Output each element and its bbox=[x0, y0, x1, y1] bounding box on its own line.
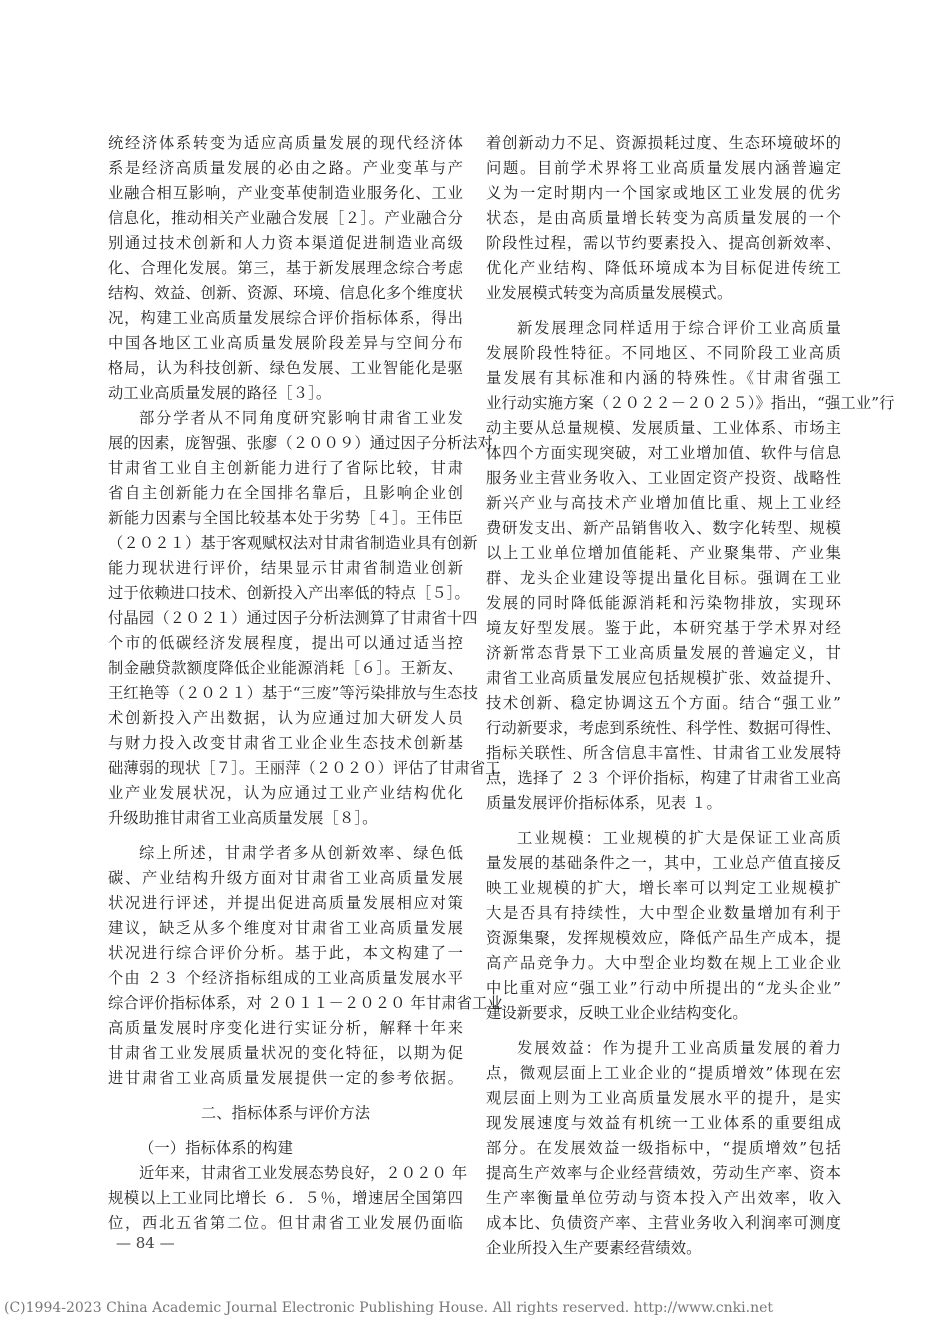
left-column-line: 能力现状进行评价，结果显示甘肃省制造业创新 bbox=[108, 559, 463, 577]
right-column-line: 量发展的基础条件之一，其中，工业总产值直接反 bbox=[486, 854, 841, 872]
right-column-line: 发展阶段性特征。不同地区、不同阶段工业高质 bbox=[486, 344, 841, 362]
left-column-line: 制金融贷款额度降低企业能源消耗［６］。王新友、 bbox=[108, 659, 463, 677]
left-column-line: 信息化，推动相关产业融合发展［２］。产业融合分 bbox=[108, 209, 463, 227]
left-column-line: （一）指标体系的构建 bbox=[139, 1139, 293, 1157]
left-column bbox=[108, 131, 503, 1236]
right-column-line: 新兴产业与高技术产业增加值比重、规上工业经 bbox=[486, 494, 841, 512]
right-column-line: 优化产业结构、降低环境成本为目标促进传统工 bbox=[486, 259, 841, 277]
right-column-line: 提高生产效率与企业经营绩效，劳动生产率、资本 bbox=[486, 1164, 841, 1182]
right-column-line: 行动新要求，考虑到系统性、科学性、数据可得性、 bbox=[486, 719, 841, 737]
left-column-line: 省自主创新能力在全国排名靠后，且影响企业创 bbox=[108, 484, 463, 502]
left-column-line: 系是经济高质量发展的必由之路。产业变革与产 bbox=[108, 159, 463, 177]
left-column-line: 业产业发展状况，认为应通过工业产业结构优化 bbox=[108, 784, 463, 802]
left-column-line: 甘肃省工业自主创新能力进行了省际比较，甘肃 bbox=[108, 459, 463, 477]
left-column-line: 动工业高质量发展的路径［３］。 bbox=[108, 384, 332, 402]
left-column-line: 王红艳等（２０２１）基于“三废”等污染排放与生态技 bbox=[108, 684, 478, 702]
right-column-line: 以上工业单位增加值能耗、产业聚集带、产业集 bbox=[486, 544, 841, 562]
page-number: — 84 — bbox=[116, 1234, 175, 1252]
left-column-line: 升级助推甘肃省工业高质量发展［８］。 bbox=[108, 809, 378, 827]
right-column-line: 费研发支出、新产品销售收入、数字化转型、规模 bbox=[486, 519, 841, 537]
left-column-line: 综上所述，甘肃学者多从创新效率、绿色低 bbox=[139, 844, 463, 862]
right-column-line: 建设新要求，反映工业企业结构变化。 bbox=[486, 1004, 748, 1022]
right-column-line: 点，选择了 ２３ 个评价指标，构建了甘肃省工业高 bbox=[486, 769, 841, 787]
right-column-line: 点，微观层面上工业企业的“提质增效”体现在宏 bbox=[486, 1064, 841, 1082]
left-column-line: 与财力投入改变甘肃省工业企业生态技术创新基 bbox=[108, 734, 463, 752]
left-column-line: 付晶园（２０２１）通过因子分析法测算了甘肃省十四 bbox=[108, 609, 478, 627]
right-column bbox=[486, 131, 895, 1261]
right-column-line: 技术创新、稳定协调这五个方面。结合“强工业” bbox=[486, 694, 841, 712]
left-column-line: 位，西北五省第二位。但甘肃省工业发展仍面临 bbox=[108, 1214, 463, 1232]
right-column-line: 济新常态背景下工业高质量发展的普遍定义，甘 bbox=[486, 644, 841, 662]
left-column-line: 建议，缺乏从多个维度对甘肃省工业高质量发展 bbox=[108, 919, 463, 937]
left-column-line: 化、合理化发展。第三，基于新发展理念综合考虑 bbox=[108, 259, 463, 277]
right-column-line: 质量发展评价指标体系，见表 １。 bbox=[486, 794, 722, 812]
left-column-line: 中国各地区工业高质量发展阶段差异与空间分布 bbox=[108, 334, 463, 352]
right-column-line: 体四个方面实现突破，对工业增加值、软件与信息 bbox=[486, 444, 841, 462]
right-column-line: 中比重对应“强工业”行动中所提出的“龙头企业” bbox=[486, 979, 841, 997]
right-column-line: 观层面上则为工业高质量发展水平的提升，是实 bbox=[486, 1089, 841, 1107]
left-column-line: 个由 ２３ 个经济指标组成的工业高质量发展水平 bbox=[108, 969, 463, 987]
left-column-line: 过于依赖进口技术、创新投入产出率低的特点［５］。 bbox=[108, 584, 470, 602]
left-column-line: 个市的低碳经济发展程度，提出可以通过适当控 bbox=[108, 634, 463, 652]
right-column-line: 指标关联性、所含信息丰富性、甘肃省工业发展特 bbox=[486, 744, 841, 762]
left-column-line: 近年来，甘肃省工业发展态势良好，２０２０ 年 bbox=[139, 1164, 468, 1182]
right-column-line: 业行动实施方案（２０２２－２０２５）》指出，“强工业”行 bbox=[486, 394, 895, 412]
right-column-line: 量发展有其标准和内涵的特殊性。《甘肃省强工 bbox=[486, 369, 841, 387]
left-column-line: 别通过技术创新和人力资本渠道促进制造业高级 bbox=[108, 234, 463, 252]
right-column-line: 服务业主营业务收入、工业固定资产投资、战略性 bbox=[486, 469, 841, 487]
copyright-notice: (C)1994-2023 China Academic Journal Electronic Publishing House. All rights reserved. http://www.cnki.net bbox=[4, 1300, 774, 1316]
left-column-line: 二、指标体系与评价方法 bbox=[200, 1104, 371, 1122]
right-column-line: 问题。目前学术界将工业高质量发展内涵普遍定 bbox=[486, 159, 841, 177]
right-column-line: 着创新动力不足、资源损耗过度、生态环境破坏的 bbox=[486, 134, 841, 152]
right-column-line: 义为一定时期内一个国家或地区工业发展的优劣 bbox=[486, 184, 841, 202]
right-column-line: 成本比、负债资产率、主营业务收入利润率可测度 bbox=[486, 1214, 841, 1232]
right-column-line: 企业所投入生产要素经营绩效。 bbox=[486, 1239, 702, 1257]
left-column-line: （２０２１）基于客观赋权法对甘肃省制造业具有创新 bbox=[108, 534, 478, 552]
right-column-line: 肃省工业高质量发展应包括规模扩张、效益提升、 bbox=[486, 669, 841, 687]
left-column-line: 况，构建工业高质量发展综合评价指标体系，得出 bbox=[108, 309, 463, 327]
left-column-line: 规模以上工业同比增长 ６．５％，增速居全国第四 bbox=[108, 1189, 463, 1207]
right-column-line: 发展效益：作为提升工业高质量发展的着力 bbox=[517, 1039, 841, 1057]
right-column-line: 发展的同时降低能源消耗和污染物排放，实现环 bbox=[486, 594, 841, 612]
right-column-line: 动主要从总量规模、发展质量、工业体系、市场主 bbox=[486, 419, 841, 437]
left-column-line: 础薄弱的现状［７］。王丽萍（２０２０）评估了甘肃省工 bbox=[108, 759, 501, 777]
left-column-line: 业融合相互影响，产业变革使制造业服务化、工业 bbox=[108, 184, 463, 202]
left-column-line: 新能力因素与全国比较基本处于劣势［４］。王伟臣 bbox=[108, 509, 463, 527]
left-column-line: 术创新投入产出数据，认为应通过加大研发人员 bbox=[108, 709, 463, 727]
right-column-line: 新发展理念同样适用于综合评价工业高质量 bbox=[517, 319, 841, 337]
right-column-line: 现发展速度与效益有机统一工业体系的重要组成 bbox=[486, 1114, 841, 1132]
left-column-line: 格局，认为科技创新、绿色发展、工业智能化是驱 bbox=[108, 359, 463, 377]
right-column-line: 资源集聚，发挥规模效应，降低产品生产成本，提 bbox=[486, 929, 841, 947]
left-column-line: 统经济体系转变为适应高质量发展的现代经济体 bbox=[108, 134, 463, 152]
left-column-line: 碳、产业结构升级方面对甘肃省工业高质量发展 bbox=[108, 869, 463, 887]
right-column-line: 大是否具有持续性，大中型企业数量增加有利于 bbox=[486, 904, 841, 922]
right-column-line: 生产率衡量单位劳动与资本投入产出效率，收入 bbox=[486, 1189, 841, 1207]
right-column-line: 阶段性过程，需以节约要素投入、提高创新效率、 bbox=[486, 234, 841, 252]
left-column-line: 高质量发展时序变化进行实证分析，解释十年来 bbox=[108, 1019, 463, 1037]
right-column-line: 工业规模：工业规模的扩大是保证工业高质 bbox=[517, 829, 841, 847]
left-column-line: 结构、效益、创新、资源、环境、信息化多个维度状 bbox=[108, 284, 463, 302]
right-column-line: 群、龙头企业建设等提出量化目标。强调在工业 bbox=[486, 569, 841, 587]
left-column-line: 进甘肃省工业高质量发展提供一定的参考依据。 bbox=[108, 1069, 463, 1087]
left-column-line: 部分学者从不同角度研究影响甘肃省工业发 bbox=[139, 409, 463, 427]
right-column-line: 境友好型发展。鉴于此，本研究基于学术界对经 bbox=[486, 619, 841, 637]
left-column-line: 展的因素，庞智强、张廖（２００９）通过因子分析法对 bbox=[108, 434, 493, 452]
right-column-line: 状态，是由高质量增长转变为高质量发展的一个 bbox=[486, 209, 841, 227]
right-column-line: 高产品竞争力。大中型企业均数在规上工业企业 bbox=[486, 954, 841, 972]
left-column-line: 甘肃省工业发展质量状况的变化特征，以期为促 bbox=[108, 1044, 463, 1062]
left-column-line: 综合评价指标体系，对 ２０１１－２０２０ 年甘肃省工业 bbox=[108, 994, 503, 1012]
right-column-line: 部分。在发展效益一级指标中，“提质增效”包括 bbox=[486, 1139, 841, 1157]
left-column-line: 状况进行综合评价分析。基于此，本文构建了一 bbox=[108, 944, 463, 962]
left-column-line: 状况进行评述，并提出促进高质量发展相应对策 bbox=[108, 894, 463, 912]
right-column-line: 业发展模式转变为高质量发展模式。 bbox=[486, 284, 733, 302]
right-column-line: 映工业规模的扩大，增长率可以判定工业规模扩 bbox=[486, 879, 841, 897]
